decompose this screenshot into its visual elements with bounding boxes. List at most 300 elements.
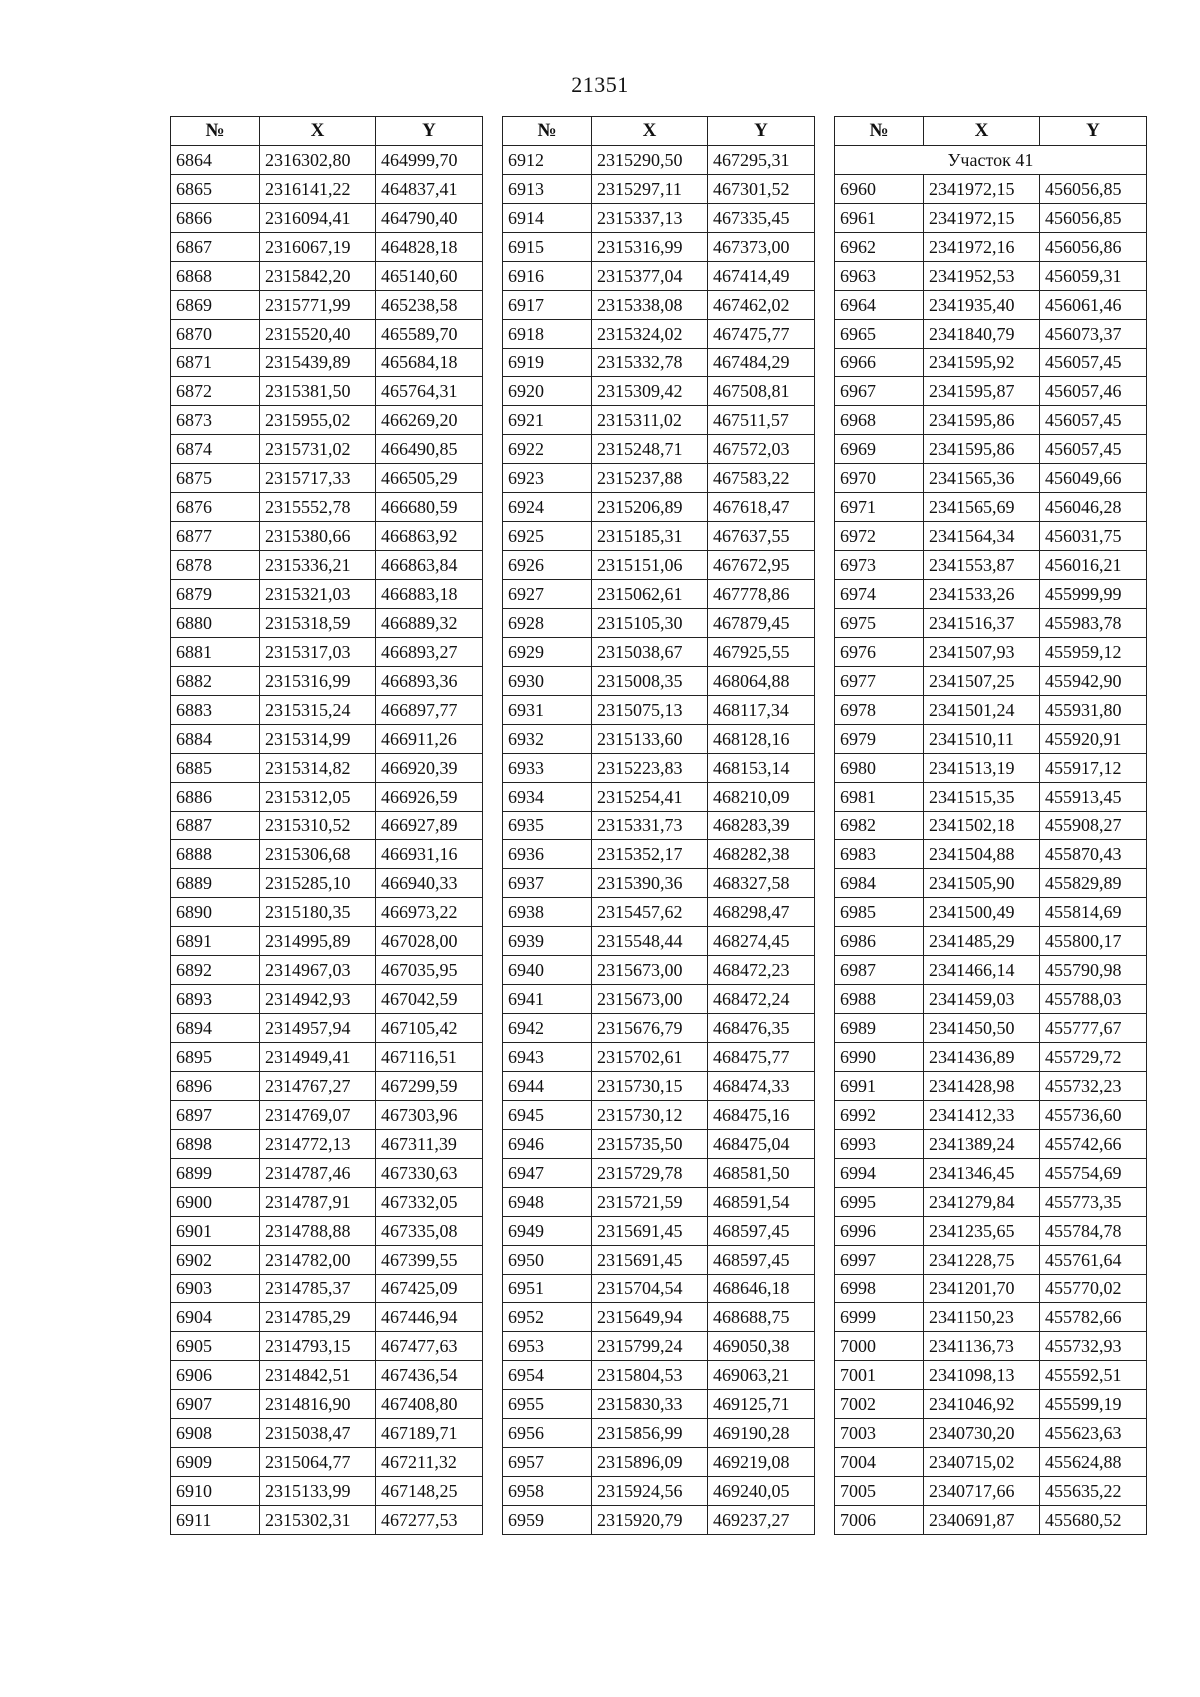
point-number-cell: 6962 (835, 232, 924, 261)
point-number-cell: 6954 (503, 1361, 592, 1390)
table-row (503, 1043, 815, 1072)
y-coordinate-cell: 456046,28 (1040, 493, 1147, 522)
point-number-cell: 6916 (503, 261, 592, 290)
y-coordinate-cell: 468064,88 (708, 666, 815, 695)
x-coordinate-cell: 2315896,09 (592, 1448, 708, 1477)
point-number-cell: 6983 (835, 840, 924, 869)
point-number-cell: 6928 (503, 608, 592, 637)
table-row (835, 261, 1147, 290)
table-row (835, 637, 1147, 666)
x-coordinate-cell: 2341516,37 (924, 608, 1040, 637)
point-number-cell: 6889 (171, 869, 260, 898)
point-number-cell: 6977 (835, 666, 924, 695)
point-number-cell: 6946 (503, 1129, 592, 1158)
table-row (835, 493, 1147, 522)
x-coordinate-cell: 2315702,61 (592, 1043, 708, 1072)
y-coordinate-cell: 455999,99 (1040, 580, 1147, 609)
table-row (503, 637, 815, 666)
y-coordinate-cell: 468475,77 (708, 1043, 815, 1072)
point-number-cell: 6939 (503, 927, 592, 956)
table-row (835, 203, 1147, 232)
point-number-cell: 6985 (835, 898, 924, 927)
table-row (171, 435, 483, 464)
x-coordinate-cell: 2314842,51 (260, 1361, 376, 1390)
section-label: Участок 41 (835, 145, 1147, 174)
x-coordinate-cell: 2314772,13 (260, 1129, 376, 1158)
x-coordinate-cell: 2341840,79 (924, 319, 1040, 348)
point-number-cell: 6933 (503, 753, 592, 782)
table-row (171, 840, 483, 869)
table-row (171, 753, 483, 782)
y-coordinate-cell: 455790,98 (1040, 956, 1147, 985)
x-coordinate-cell: 2314967,03 (260, 956, 376, 985)
table-row (171, 1419, 483, 1448)
table-row (835, 1014, 1147, 1043)
table-row (503, 608, 815, 637)
column-header-y: Y (1040, 117, 1147, 146)
point-number-cell: 6915 (503, 232, 592, 261)
column-header-x: X (924, 117, 1040, 146)
point-number-cell: 6876 (171, 493, 260, 522)
y-coordinate-cell: 467189,71 (376, 1419, 483, 1448)
x-coordinate-cell: 2341459,03 (924, 985, 1040, 1014)
column-header-x: X (592, 117, 708, 146)
table-row (503, 985, 815, 1014)
table-row (171, 406, 483, 435)
point-number-cell: 6910 (171, 1477, 260, 1506)
y-coordinate-cell: 468128,16 (708, 724, 815, 753)
table-row (171, 377, 483, 406)
point-number-cell: 6917 (503, 290, 592, 319)
y-coordinate-cell: 467618,47 (708, 493, 815, 522)
point-number-cell: 6982 (835, 811, 924, 840)
point-number-cell: 6893 (171, 985, 260, 1014)
x-coordinate-cell: 2341046,92 (924, 1390, 1040, 1419)
y-coordinate-cell: 455777,67 (1040, 1014, 1147, 1043)
table-row (503, 1506, 815, 1535)
y-coordinate-cell: 467425,09 (376, 1274, 483, 1303)
x-coordinate-cell: 2315285,10 (260, 869, 376, 898)
x-coordinate-cell: 2340717,66 (924, 1477, 1040, 1506)
point-number-cell: 6972 (835, 522, 924, 551)
x-coordinate-cell: 2341515,35 (924, 782, 1040, 811)
x-coordinate-cell: 2341513,19 (924, 753, 1040, 782)
point-number-cell: 6986 (835, 927, 924, 956)
point-number-cell: 6989 (835, 1014, 924, 1043)
y-coordinate-cell: 465684,18 (376, 348, 483, 377)
y-coordinate-cell: 466883,18 (376, 580, 483, 609)
point-number-cell: 6911 (171, 1506, 260, 1535)
x-coordinate-cell: 2314788,88 (260, 1216, 376, 1245)
x-coordinate-cell: 2315338,08 (592, 290, 708, 319)
table-row (835, 1506, 1147, 1535)
table-row (835, 956, 1147, 985)
point-number-cell: 6952 (503, 1303, 592, 1332)
y-coordinate-cell: 465140,60 (376, 261, 483, 290)
table-row (835, 724, 1147, 753)
y-coordinate-cell: 464999,70 (376, 145, 483, 174)
point-number-cell: 6966 (835, 348, 924, 377)
point-number-cell: 6903 (171, 1274, 260, 1303)
y-coordinate-cell: 467879,45 (708, 608, 815, 637)
table-row (835, 782, 1147, 811)
y-coordinate-cell: 466893,27 (376, 637, 483, 666)
point-number-cell: 6927 (503, 580, 592, 609)
point-number-cell: 6940 (503, 956, 592, 985)
y-coordinate-cell: 466926,59 (376, 782, 483, 811)
point-number-cell: 6873 (171, 406, 260, 435)
x-coordinate-cell: 2315062,61 (592, 580, 708, 609)
x-coordinate-cell: 2315314,99 (260, 724, 376, 753)
x-coordinate-cell: 2314785,37 (260, 1274, 376, 1303)
x-coordinate-cell: 2341504,88 (924, 840, 1040, 869)
y-coordinate-cell: 467330,63 (376, 1158, 483, 1187)
y-coordinate-cell: 467508,81 (708, 377, 815, 406)
x-coordinate-cell: 2341501,24 (924, 695, 1040, 724)
table-row (171, 203, 483, 232)
y-coordinate-cell: 467511,57 (708, 406, 815, 435)
y-coordinate-cell: 466927,89 (376, 811, 483, 840)
table-row (503, 406, 815, 435)
point-number-cell: 6901 (171, 1216, 260, 1245)
table-row (503, 1245, 815, 1274)
table-row (171, 1303, 483, 1332)
x-coordinate-cell: 2316094,41 (260, 203, 376, 232)
point-number-cell: 6929 (503, 637, 592, 666)
table-row (171, 1361, 483, 1390)
table-row (171, 1043, 483, 1072)
table-row (835, 1361, 1147, 1390)
y-coordinate-cell: 455761,64 (1040, 1245, 1147, 1274)
x-coordinate-cell: 2341346,45 (924, 1158, 1040, 1187)
x-coordinate-cell: 2341228,75 (924, 1245, 1040, 1274)
y-coordinate-cell: 467105,42 (376, 1014, 483, 1043)
x-coordinate-cell: 2315254,41 (592, 782, 708, 811)
point-number-cell: 6882 (171, 666, 260, 695)
x-coordinate-cell: 2315316,99 (592, 232, 708, 261)
y-coordinate-cell: 466863,92 (376, 522, 483, 551)
point-number-cell: 6995 (835, 1187, 924, 1216)
x-coordinate-cell: 2315352,17 (592, 840, 708, 869)
y-coordinate-cell: 468274,45 (708, 927, 815, 956)
x-coordinate-cell: 2341235,65 (924, 1216, 1040, 1245)
table-row (503, 464, 815, 493)
point-number-cell: 6942 (503, 1014, 592, 1043)
point-number-cell: 6885 (171, 753, 260, 782)
x-coordinate-cell: 2341500,49 (924, 898, 1040, 927)
x-coordinate-cell: 2341533,26 (924, 580, 1040, 609)
point-number-cell: 6999 (835, 1303, 924, 1332)
y-coordinate-cell: 468153,14 (708, 753, 815, 782)
point-number-cell: 6905 (171, 1332, 260, 1361)
x-coordinate-cell: 2314787,91 (260, 1187, 376, 1216)
x-coordinate-cell: 2315337,13 (592, 203, 708, 232)
table-row (171, 1245, 483, 1274)
point-number-cell: 6981 (835, 782, 924, 811)
table-row (503, 319, 815, 348)
point-number-cell: 6936 (503, 840, 592, 869)
point-number-cell: 6871 (171, 348, 260, 377)
x-coordinate-cell: 2315321,03 (260, 580, 376, 609)
point-number-cell: 6931 (503, 695, 592, 724)
table-row (171, 927, 483, 956)
point-number-cell: 6943 (503, 1043, 592, 1072)
y-coordinate-cell: 467332,05 (376, 1187, 483, 1216)
table-row (503, 1100, 815, 1129)
y-coordinate-cell: 456031,75 (1040, 522, 1147, 551)
x-coordinate-cell: 2314769,07 (260, 1100, 376, 1129)
table-row (503, 435, 815, 464)
y-coordinate-cell: 467303,96 (376, 1100, 483, 1129)
table-row (503, 290, 815, 319)
y-coordinate-cell: 455624,88 (1040, 1448, 1147, 1477)
point-number-cell: 6970 (835, 464, 924, 493)
y-coordinate-cell: 466863,84 (376, 551, 483, 580)
x-coordinate-cell: 2315439,89 (260, 348, 376, 377)
y-coordinate-cell: 467035,95 (376, 956, 483, 985)
table-row (503, 1014, 815, 1043)
y-coordinate-cell: 456061,46 (1040, 290, 1147, 319)
table-row (835, 406, 1147, 435)
table-row (503, 1216, 815, 1245)
y-coordinate-cell: 465589,70 (376, 319, 483, 348)
x-coordinate-cell: 2341502,18 (924, 811, 1040, 840)
y-coordinate-cell: 455917,12 (1040, 753, 1147, 782)
point-number-cell: 6865 (171, 174, 260, 203)
x-coordinate-cell: 2315717,33 (260, 464, 376, 493)
x-coordinate-cell: 2314957,94 (260, 1014, 376, 1043)
table-row (835, 1332, 1147, 1361)
table-row (503, 348, 815, 377)
x-coordinate-cell: 2315297,11 (592, 174, 708, 203)
table-row (835, 898, 1147, 927)
y-coordinate-cell: 467116,51 (376, 1043, 483, 1072)
point-number-cell: 6878 (171, 551, 260, 580)
x-coordinate-cell: 2341279,84 (924, 1187, 1040, 1216)
y-coordinate-cell: 456049,66 (1040, 464, 1147, 493)
point-number-cell: 6944 (503, 1071, 592, 1100)
table-row (171, 1448, 483, 1477)
table-row (171, 1129, 483, 1158)
point-number-cell: 6987 (835, 956, 924, 985)
x-coordinate-cell: 2341595,86 (924, 435, 1040, 464)
table-row (503, 1303, 815, 1332)
point-number-cell: 6958 (503, 1477, 592, 1506)
x-coordinate-cell: 2341595,92 (924, 348, 1040, 377)
table-row (835, 869, 1147, 898)
point-number-cell: 6973 (835, 551, 924, 580)
table-row (835, 580, 1147, 609)
table-row (171, 551, 483, 580)
point-number-cell: 6921 (503, 406, 592, 435)
table-row (835, 377, 1147, 406)
table-row (503, 927, 815, 956)
y-coordinate-cell: 466973,22 (376, 898, 483, 927)
y-coordinate-cell: 467446,94 (376, 1303, 483, 1332)
point-number-cell: 6967 (835, 377, 924, 406)
table-row (171, 637, 483, 666)
point-number-cell: 7001 (835, 1361, 924, 1390)
point-number-cell: 6947 (503, 1158, 592, 1187)
x-coordinate-cell: 2315314,82 (260, 753, 376, 782)
x-coordinate-cell: 2315731,02 (260, 435, 376, 464)
y-coordinate-cell: 466897,77 (376, 695, 483, 724)
table-row (503, 493, 815, 522)
table-row (503, 522, 815, 551)
x-coordinate-cell: 2315180,35 (260, 898, 376, 927)
point-number-cell: 6881 (171, 637, 260, 666)
y-coordinate-cell: 468117,34 (708, 695, 815, 724)
table-row (171, 522, 483, 551)
column-header-x: X (260, 117, 376, 146)
point-number-cell: 6919 (503, 348, 592, 377)
x-coordinate-cell: 2314782,00 (260, 1245, 376, 1274)
table-row (171, 464, 483, 493)
y-coordinate-cell: 455680,52 (1040, 1506, 1147, 1535)
x-coordinate-cell: 2340730,20 (924, 1419, 1040, 1448)
y-coordinate-cell: 465238,58 (376, 290, 483, 319)
y-coordinate-cell: 455732,23 (1040, 1071, 1147, 1100)
x-coordinate-cell: 2315381,50 (260, 377, 376, 406)
x-coordinate-cell: 2341098,13 (924, 1361, 1040, 1390)
table-row (171, 1332, 483, 1361)
x-coordinate-cell: 2341595,87 (924, 377, 1040, 406)
x-coordinate-cell: 2316067,19 (260, 232, 376, 261)
x-coordinate-cell: 2315924,56 (592, 1477, 708, 1506)
point-number-cell: 6996 (835, 1216, 924, 1245)
point-number-cell: 6938 (503, 898, 592, 927)
x-coordinate-cell: 2314995,89 (260, 927, 376, 956)
y-coordinate-cell: 468475,04 (708, 1129, 815, 1158)
y-coordinate-cell: 464828,18 (376, 232, 483, 261)
table-row (503, 1158, 815, 1187)
point-number-cell: 6990 (835, 1043, 924, 1072)
x-coordinate-cell: 2315317,03 (260, 637, 376, 666)
point-number-cell: 6920 (503, 377, 592, 406)
point-number-cell: 6930 (503, 666, 592, 695)
y-coordinate-cell: 455814,69 (1040, 898, 1147, 927)
table-row (503, 551, 815, 580)
point-number-cell: 6991 (835, 1071, 924, 1100)
x-coordinate-cell: 2315673,00 (592, 985, 708, 1014)
y-coordinate-cell: 467295,31 (708, 145, 815, 174)
point-number-cell: 7000 (835, 1332, 924, 1361)
x-coordinate-cell: 2341507,25 (924, 666, 1040, 695)
point-number-cell: 6969 (835, 435, 924, 464)
x-coordinate-cell: 2340715,02 (924, 1448, 1040, 1477)
table-row (171, 898, 483, 927)
y-coordinate-cell: 469063,21 (708, 1361, 815, 1390)
table-row (503, 666, 815, 695)
y-coordinate-cell: 468597,45 (708, 1216, 815, 1245)
table-row (835, 1043, 1147, 1072)
table-row (171, 1100, 483, 1129)
point-number-cell: 6892 (171, 956, 260, 985)
point-number-cell: 6994 (835, 1158, 924, 1187)
table-row (835, 1187, 1147, 1216)
x-coordinate-cell: 2341389,24 (924, 1129, 1040, 1158)
point-number-cell: 6934 (503, 782, 592, 811)
point-number-cell: 6898 (171, 1129, 260, 1158)
table-row (835, 1274, 1147, 1303)
y-coordinate-cell: 467373,00 (708, 232, 815, 261)
table-row (503, 261, 815, 290)
point-number-cell: 6866 (171, 203, 260, 232)
x-coordinate-cell: 2341201,70 (924, 1274, 1040, 1303)
table-row (835, 1129, 1147, 1158)
y-coordinate-cell: 467436,54 (376, 1361, 483, 1390)
point-number-cell: 6988 (835, 985, 924, 1014)
table-row (171, 1506, 483, 1535)
x-coordinate-cell: 2315332,78 (592, 348, 708, 377)
point-number-cell: 6907 (171, 1390, 260, 1419)
x-coordinate-cell: 2316141,22 (260, 174, 376, 203)
y-coordinate-cell: 467462,02 (708, 290, 815, 319)
y-coordinate-cell: 455942,90 (1040, 666, 1147, 695)
x-coordinate-cell: 2341412,33 (924, 1100, 1040, 1129)
y-coordinate-cell: 456073,37 (1040, 319, 1147, 348)
point-number-cell: 7006 (835, 1506, 924, 1535)
y-coordinate-cell: 468210,09 (708, 782, 815, 811)
x-coordinate-cell: 2341565,36 (924, 464, 1040, 493)
table-row (835, 840, 1147, 869)
point-number-cell: 6998 (835, 1274, 924, 1303)
point-number-cell: 6992 (835, 1100, 924, 1129)
table-row (171, 1390, 483, 1419)
point-number-cell: 6935 (503, 811, 592, 840)
x-coordinate-cell: 2315735,50 (592, 1129, 708, 1158)
y-coordinate-cell: 455592,51 (1040, 1361, 1147, 1390)
point-number-cell: 6872 (171, 377, 260, 406)
point-number-cell: 6874 (171, 435, 260, 464)
x-coordinate-cell: 2315105,30 (592, 608, 708, 637)
y-coordinate-cell: 467335,08 (376, 1216, 483, 1245)
table-row (503, 840, 815, 869)
x-coordinate-cell: 2315457,62 (592, 898, 708, 927)
point-number-cell: 6961 (835, 203, 924, 232)
table-row (835, 290, 1147, 319)
point-number-cell: 6875 (171, 464, 260, 493)
x-coordinate-cell: 2315380,66 (260, 522, 376, 551)
x-coordinate-cell: 2315151,06 (592, 551, 708, 580)
point-number-cell: 6894 (171, 1014, 260, 1043)
point-number-cell: 6941 (503, 985, 592, 1014)
x-coordinate-cell: 2315316,99 (260, 666, 376, 695)
y-coordinate-cell: 469237,27 (708, 1506, 815, 1535)
section-row (835, 145, 1147, 174)
table-row (503, 1419, 815, 1448)
x-coordinate-cell: 2315038,67 (592, 637, 708, 666)
y-coordinate-cell: 455770,02 (1040, 1274, 1147, 1303)
point-number-cell: 6913 (503, 174, 592, 203)
point-number-cell: 6997 (835, 1245, 924, 1274)
table-row (503, 145, 815, 174)
y-coordinate-cell: 467414,49 (708, 261, 815, 290)
table-row (835, 1158, 1147, 1187)
y-coordinate-cell: 467408,80 (376, 1390, 483, 1419)
x-coordinate-cell: 2314785,29 (260, 1303, 376, 1332)
y-coordinate-cell: 455754,69 (1040, 1158, 1147, 1187)
table-row (171, 1158, 483, 1187)
y-coordinate-cell: 467572,03 (708, 435, 815, 464)
y-coordinate-cell: 469240,05 (708, 1477, 815, 1506)
table-row (835, 464, 1147, 493)
y-coordinate-cell: 468475,16 (708, 1100, 815, 1129)
point-number-cell: 7003 (835, 1419, 924, 1448)
y-coordinate-cell: 466893,36 (376, 666, 483, 695)
point-number-cell: 6924 (503, 493, 592, 522)
x-coordinate-cell: 2314816,90 (260, 1390, 376, 1419)
